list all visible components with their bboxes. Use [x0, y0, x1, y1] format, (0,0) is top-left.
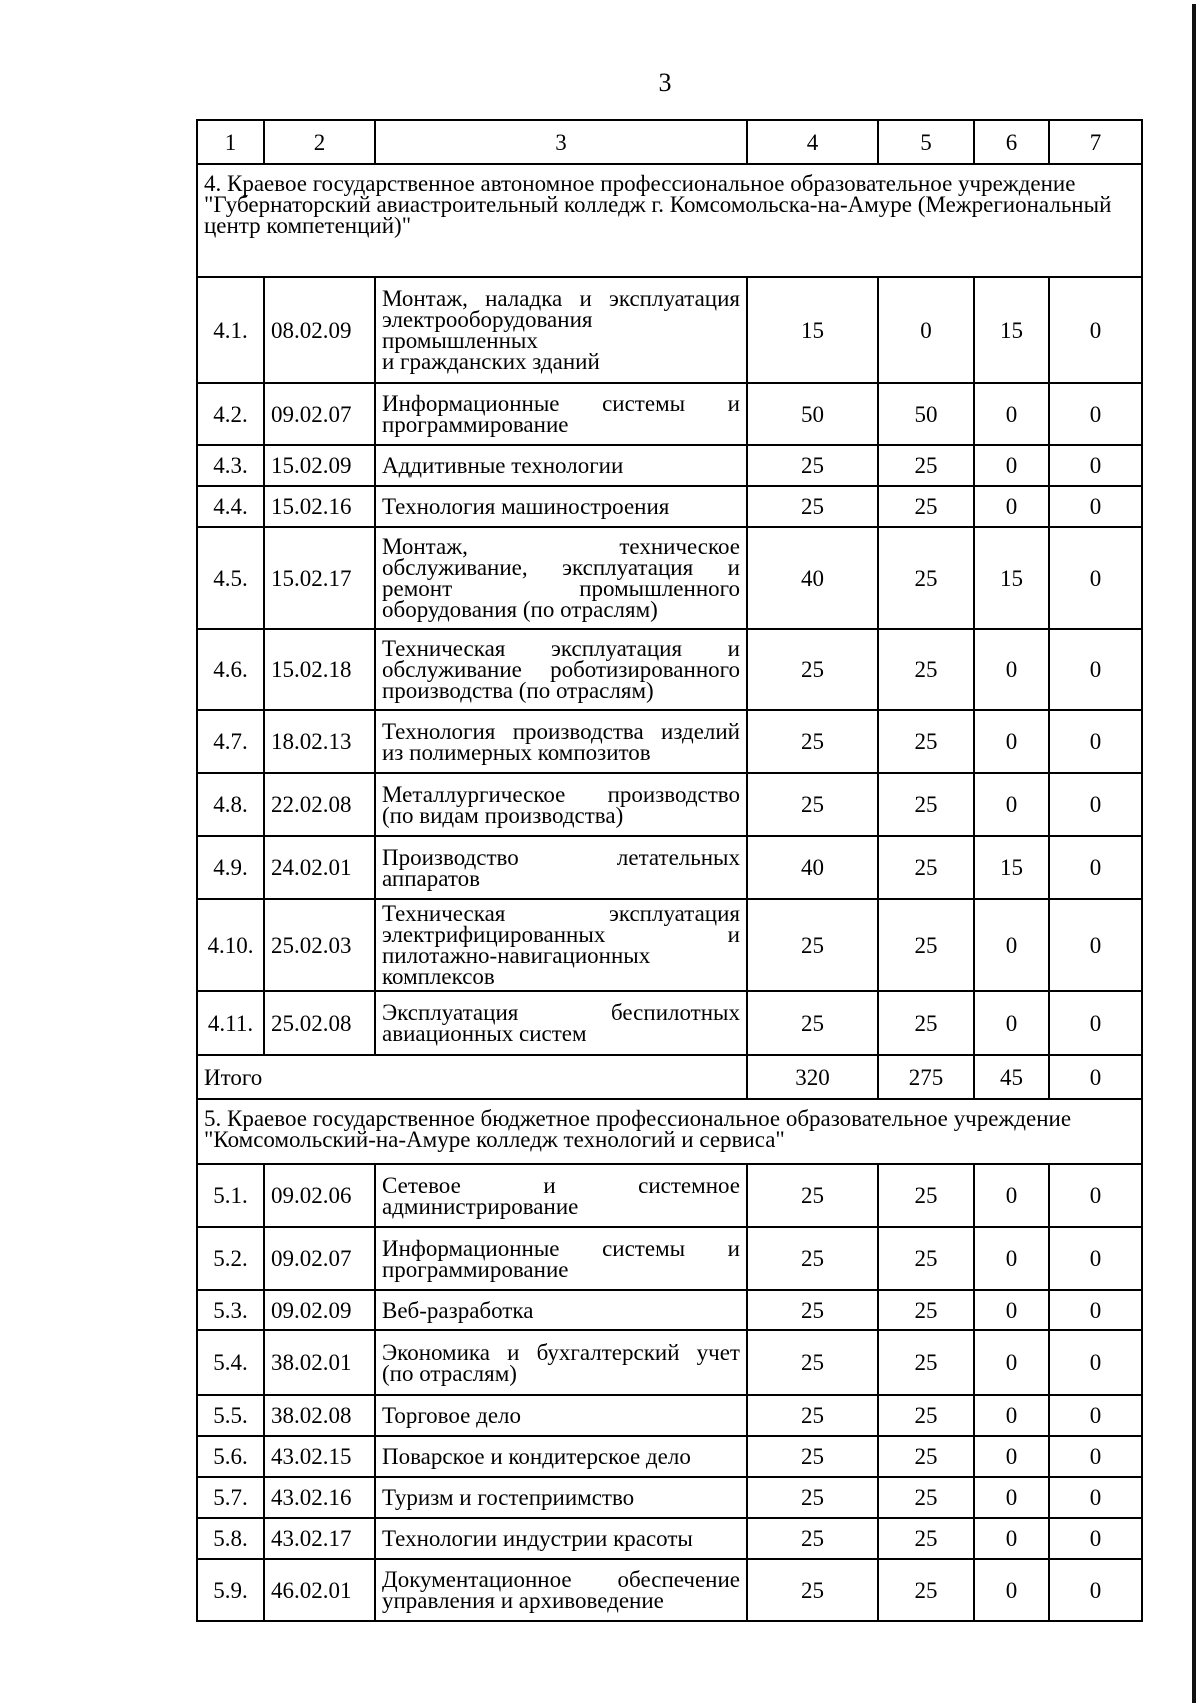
table-row	[197, 836, 1142, 899]
value-col6: 0	[974, 1330, 1049, 1395]
page-edge-scan-border	[1192, 4, 1196, 1703]
table-row	[197, 1290, 1142, 1330]
section-heading	[197, 164, 1142, 277]
value-col6: 15	[974, 277, 1049, 383]
quota-table	[196, 119, 1143, 1622]
section-title: 4. Краевое государственное автономное профессиональное образовательное учреждение "Губернаторский авиастроительный колледж г. Комсомольска-на-Амуре (Межрегиональный центр компетенций)"	[197, 164, 1142, 277]
specialty-code: 43.02.17	[264, 1518, 375, 1559]
column-header: 2	[264, 120, 375, 164]
value-col7: 0	[1049, 1477, 1142, 1518]
value-col4: 25	[747, 1227, 878, 1290]
table-row	[197, 1227, 1142, 1290]
value-col5: 25	[878, 1330, 974, 1395]
row-number: 5.5.	[197, 1395, 264, 1436]
specialty-name: Туризм и гостеприимство	[375, 1477, 747, 1518]
value-col4: 15	[747, 277, 878, 383]
value-col4: 25	[747, 710, 878, 773]
value-col7: 0	[1049, 629, 1142, 710]
specialty-code: 43.02.16	[264, 1477, 375, 1518]
column-header: 6	[974, 120, 1049, 164]
row-number: 4.7.	[197, 710, 264, 773]
value-col7: 0	[1049, 1559, 1142, 1621]
value-col5: 25	[878, 445, 974, 486]
table-row	[197, 445, 1142, 486]
specialty-name: Эксплуатация беспилотных авиационных систем	[375, 991, 747, 1055]
value-col6: 0	[974, 1290, 1049, 1330]
total-row	[197, 1055, 1142, 1099]
table-row	[197, 1330, 1142, 1395]
value-col4: 25	[747, 1290, 878, 1330]
value-col5: 25	[878, 773, 974, 836]
specialty-name: Информационные системы и программирование	[375, 383, 747, 445]
value-col4: 50	[747, 383, 878, 445]
value-col4: 25	[747, 1477, 878, 1518]
row-number: 4.5.	[197, 527, 264, 629]
value-col5: 25	[878, 629, 974, 710]
value-col5: 25	[878, 836, 974, 899]
value-col5: 25	[878, 1227, 974, 1290]
row-number: 5.9.	[197, 1559, 264, 1621]
page-number: 3	[658, 68, 672, 97]
row-number: 5.2.	[197, 1227, 264, 1290]
specialty-name: Экономика и бухгалтерский учет (по отраслям)	[375, 1330, 747, 1395]
specialty-name: Технология машиностроения	[375, 486, 747, 527]
value-col4: 25	[747, 629, 878, 710]
row-number: 5.8.	[197, 1518, 264, 1559]
row-number: 5.3.	[197, 1290, 264, 1330]
specialty-code: 15.02.09	[264, 445, 375, 486]
table-row	[197, 277, 1142, 383]
row-number: 4.11.	[197, 991, 264, 1055]
column-header: 1	[197, 120, 264, 164]
value-col4: 25	[747, 899, 878, 991]
value-col6: 0	[974, 1395, 1049, 1436]
table-header-row	[197, 120, 1142, 164]
value-col7: 0	[1049, 383, 1142, 445]
value-col6: 0	[974, 991, 1049, 1055]
specialty-code: 08.02.09	[264, 277, 375, 383]
specialty-code: 15.02.18	[264, 629, 375, 710]
specialty-name: Информационные системы и программирование	[375, 1227, 747, 1290]
row-number: 4.9.	[197, 836, 264, 899]
specialty-code: 38.02.08	[264, 1395, 375, 1436]
total-col5: 275	[878, 1055, 974, 1099]
row-number: 5.4.	[197, 1330, 264, 1395]
value-col6: 0	[974, 1518, 1049, 1559]
specialty-code: 38.02.01	[264, 1330, 375, 1395]
table-row	[197, 1436, 1142, 1477]
value-col5: 25	[878, 899, 974, 991]
specialty-code: 24.02.01	[264, 836, 375, 899]
table-row	[197, 629, 1142, 710]
specialty-code: 09.02.07	[264, 1227, 375, 1290]
specialty-name: Сетевое и системное администрирование	[375, 1164, 747, 1227]
total-col4: 320	[747, 1055, 878, 1099]
value-col5: 25	[878, 486, 974, 527]
value-col5: 25	[878, 1477, 974, 1518]
total-col6: 45	[974, 1055, 1049, 1099]
value-col5: 25	[878, 1395, 974, 1436]
value-col5: 25	[878, 1559, 974, 1621]
value-col4: 25	[747, 1395, 878, 1436]
column-header: 5	[878, 120, 974, 164]
table-row	[197, 899, 1142, 991]
specialty-code: 25.02.03	[264, 899, 375, 991]
specialty-code: 25.02.08	[264, 991, 375, 1055]
total-label: Итого	[197, 1055, 747, 1099]
value-col6: 0	[974, 383, 1049, 445]
table-row	[197, 527, 1142, 629]
value-col4: 25	[747, 1559, 878, 1621]
value-col5: 25	[878, 1164, 974, 1227]
table-row	[197, 383, 1142, 445]
value-col6: 0	[974, 1436, 1049, 1477]
value-col7: 0	[1049, 1164, 1142, 1227]
table-row	[197, 486, 1142, 527]
value-col5: 25	[878, 1518, 974, 1559]
row-number: 4.2.	[197, 383, 264, 445]
row-number: 4.6.	[197, 629, 264, 710]
specialty-name: Монтаж, техническое обслуживание, эксплуатация и ремонт промышленного оборудования (по отраслям)	[375, 527, 747, 629]
specialty-code: 15.02.17	[264, 527, 375, 629]
specialty-code: 09.02.06	[264, 1164, 375, 1227]
table-row	[197, 1477, 1142, 1518]
specialty-name: Техническая эксплуатация электрифицированных и пилотажно-навигационных комплексов	[375, 899, 747, 991]
specialty-code: 15.02.16	[264, 486, 375, 527]
value-col5: 25	[878, 527, 974, 629]
value-col4: 25	[747, 445, 878, 486]
value-col7: 0	[1049, 527, 1142, 629]
specialty-name: Торговое дело	[375, 1395, 747, 1436]
section-title: 5. Краевое государственное бюджетное профессиональное образовательное учреждение "Комсомольский-на-Амуре колледж технологий и сервиса"	[197, 1099, 1142, 1164]
value-col7: 0	[1049, 1330, 1142, 1395]
value-col6: 0	[974, 629, 1049, 710]
value-col7: 0	[1049, 277, 1142, 383]
section-heading	[197, 1099, 1142, 1164]
row-number: 4.1.	[197, 277, 264, 383]
value-col4: 25	[747, 1330, 878, 1395]
value-col6: 0	[974, 445, 1049, 486]
specialty-code: 09.02.09	[264, 1290, 375, 1330]
column-header: 4	[747, 120, 878, 164]
value-col7: 0	[1049, 773, 1142, 836]
row-number: 4.4.	[197, 486, 264, 527]
value-col7: 0	[1049, 1227, 1142, 1290]
value-col6: 15	[974, 836, 1049, 899]
specialty-name: Документационное обеспечение управления и архивоведение	[375, 1559, 747, 1621]
value-col4: 40	[747, 527, 878, 629]
value-col4: 25	[747, 773, 878, 836]
value-col6: 15	[974, 527, 1049, 629]
specialty-name: Техническая эксплуатация и обслуживание роботизированного производства (по отраслям)	[375, 629, 747, 710]
value-col4: 25	[747, 1518, 878, 1559]
value-col5: 50	[878, 383, 974, 445]
specialty-name: Металлургическое производство (по видам производства)	[375, 773, 747, 836]
value-col7: 0	[1049, 710, 1142, 773]
table-row	[197, 991, 1142, 1055]
row-number: 5.6.	[197, 1436, 264, 1477]
value-col7: 0	[1049, 836, 1142, 899]
value-col6: 0	[974, 1477, 1049, 1518]
specialty-code: 22.02.08	[264, 773, 375, 836]
specialty-code: 09.02.07	[264, 383, 375, 445]
specialty-name: Веб-разработка	[375, 1290, 747, 1330]
value-col5: 25	[878, 991, 974, 1055]
row-number: 5.1.	[197, 1164, 264, 1227]
value-col7: 0	[1049, 899, 1142, 991]
value-col5: 25	[878, 1436, 974, 1477]
table-row	[197, 1559, 1142, 1621]
specialty-name: Поварское и кондитерское дело	[375, 1436, 747, 1477]
specialty-code: 46.02.01	[264, 1559, 375, 1621]
value-col6: 0	[974, 1227, 1049, 1290]
row-number: 4.8.	[197, 773, 264, 836]
column-header: 3	[375, 120, 747, 164]
column-header: 7	[1049, 120, 1142, 164]
value-col4: 40	[747, 836, 878, 899]
specialty-code: 43.02.15	[264, 1436, 375, 1477]
value-col6: 0	[974, 1164, 1049, 1227]
value-col4: 25	[747, 1436, 878, 1477]
row-number: 4.10.	[197, 899, 264, 991]
value-col4: 25	[747, 1164, 878, 1227]
value-col7: 0	[1049, 1436, 1142, 1477]
table-row	[197, 1395, 1142, 1436]
specialty-name: Технология производства изделий из полимерных композитов	[375, 710, 747, 773]
value-col6: 0	[974, 486, 1049, 527]
value-col5: 25	[878, 1290, 974, 1330]
total-col7: 0	[1049, 1055, 1142, 1099]
value-col6: 0	[974, 1559, 1049, 1621]
table-row	[197, 710, 1142, 773]
value-col6: 0	[974, 899, 1049, 991]
value-col7: 0	[1049, 445, 1142, 486]
value-col5: 25	[878, 710, 974, 773]
value-col7: 0	[1049, 1395, 1142, 1436]
table-row	[197, 1518, 1142, 1559]
value-col7: 0	[1049, 486, 1142, 527]
specialty-name: Аддитивные технологии	[375, 445, 747, 486]
value-col4: 25	[747, 991, 878, 1055]
table-row	[197, 773, 1142, 836]
value-col6: 0	[974, 710, 1049, 773]
table-row	[197, 1164, 1142, 1227]
value-col7: 0	[1049, 991, 1142, 1055]
value-col4: 25	[747, 486, 878, 527]
row-number: 4.3.	[197, 445, 264, 486]
specialty-name: Технологии индустрии красоты	[375, 1518, 747, 1559]
row-number: 5.7.	[197, 1477, 264, 1518]
value-col7: 0	[1049, 1290, 1142, 1330]
specialty-name: Монтаж, наладка и эксплуатация электрооборудования промышленных и гражданских зданий	[375, 277, 747, 383]
value-col5: 0	[878, 277, 974, 383]
specialty-code: 18.02.13	[264, 710, 375, 773]
value-col6: 0	[974, 773, 1049, 836]
value-col7: 0	[1049, 1518, 1142, 1559]
specialty-name: Производство летательных аппаратов	[375, 836, 747, 899]
